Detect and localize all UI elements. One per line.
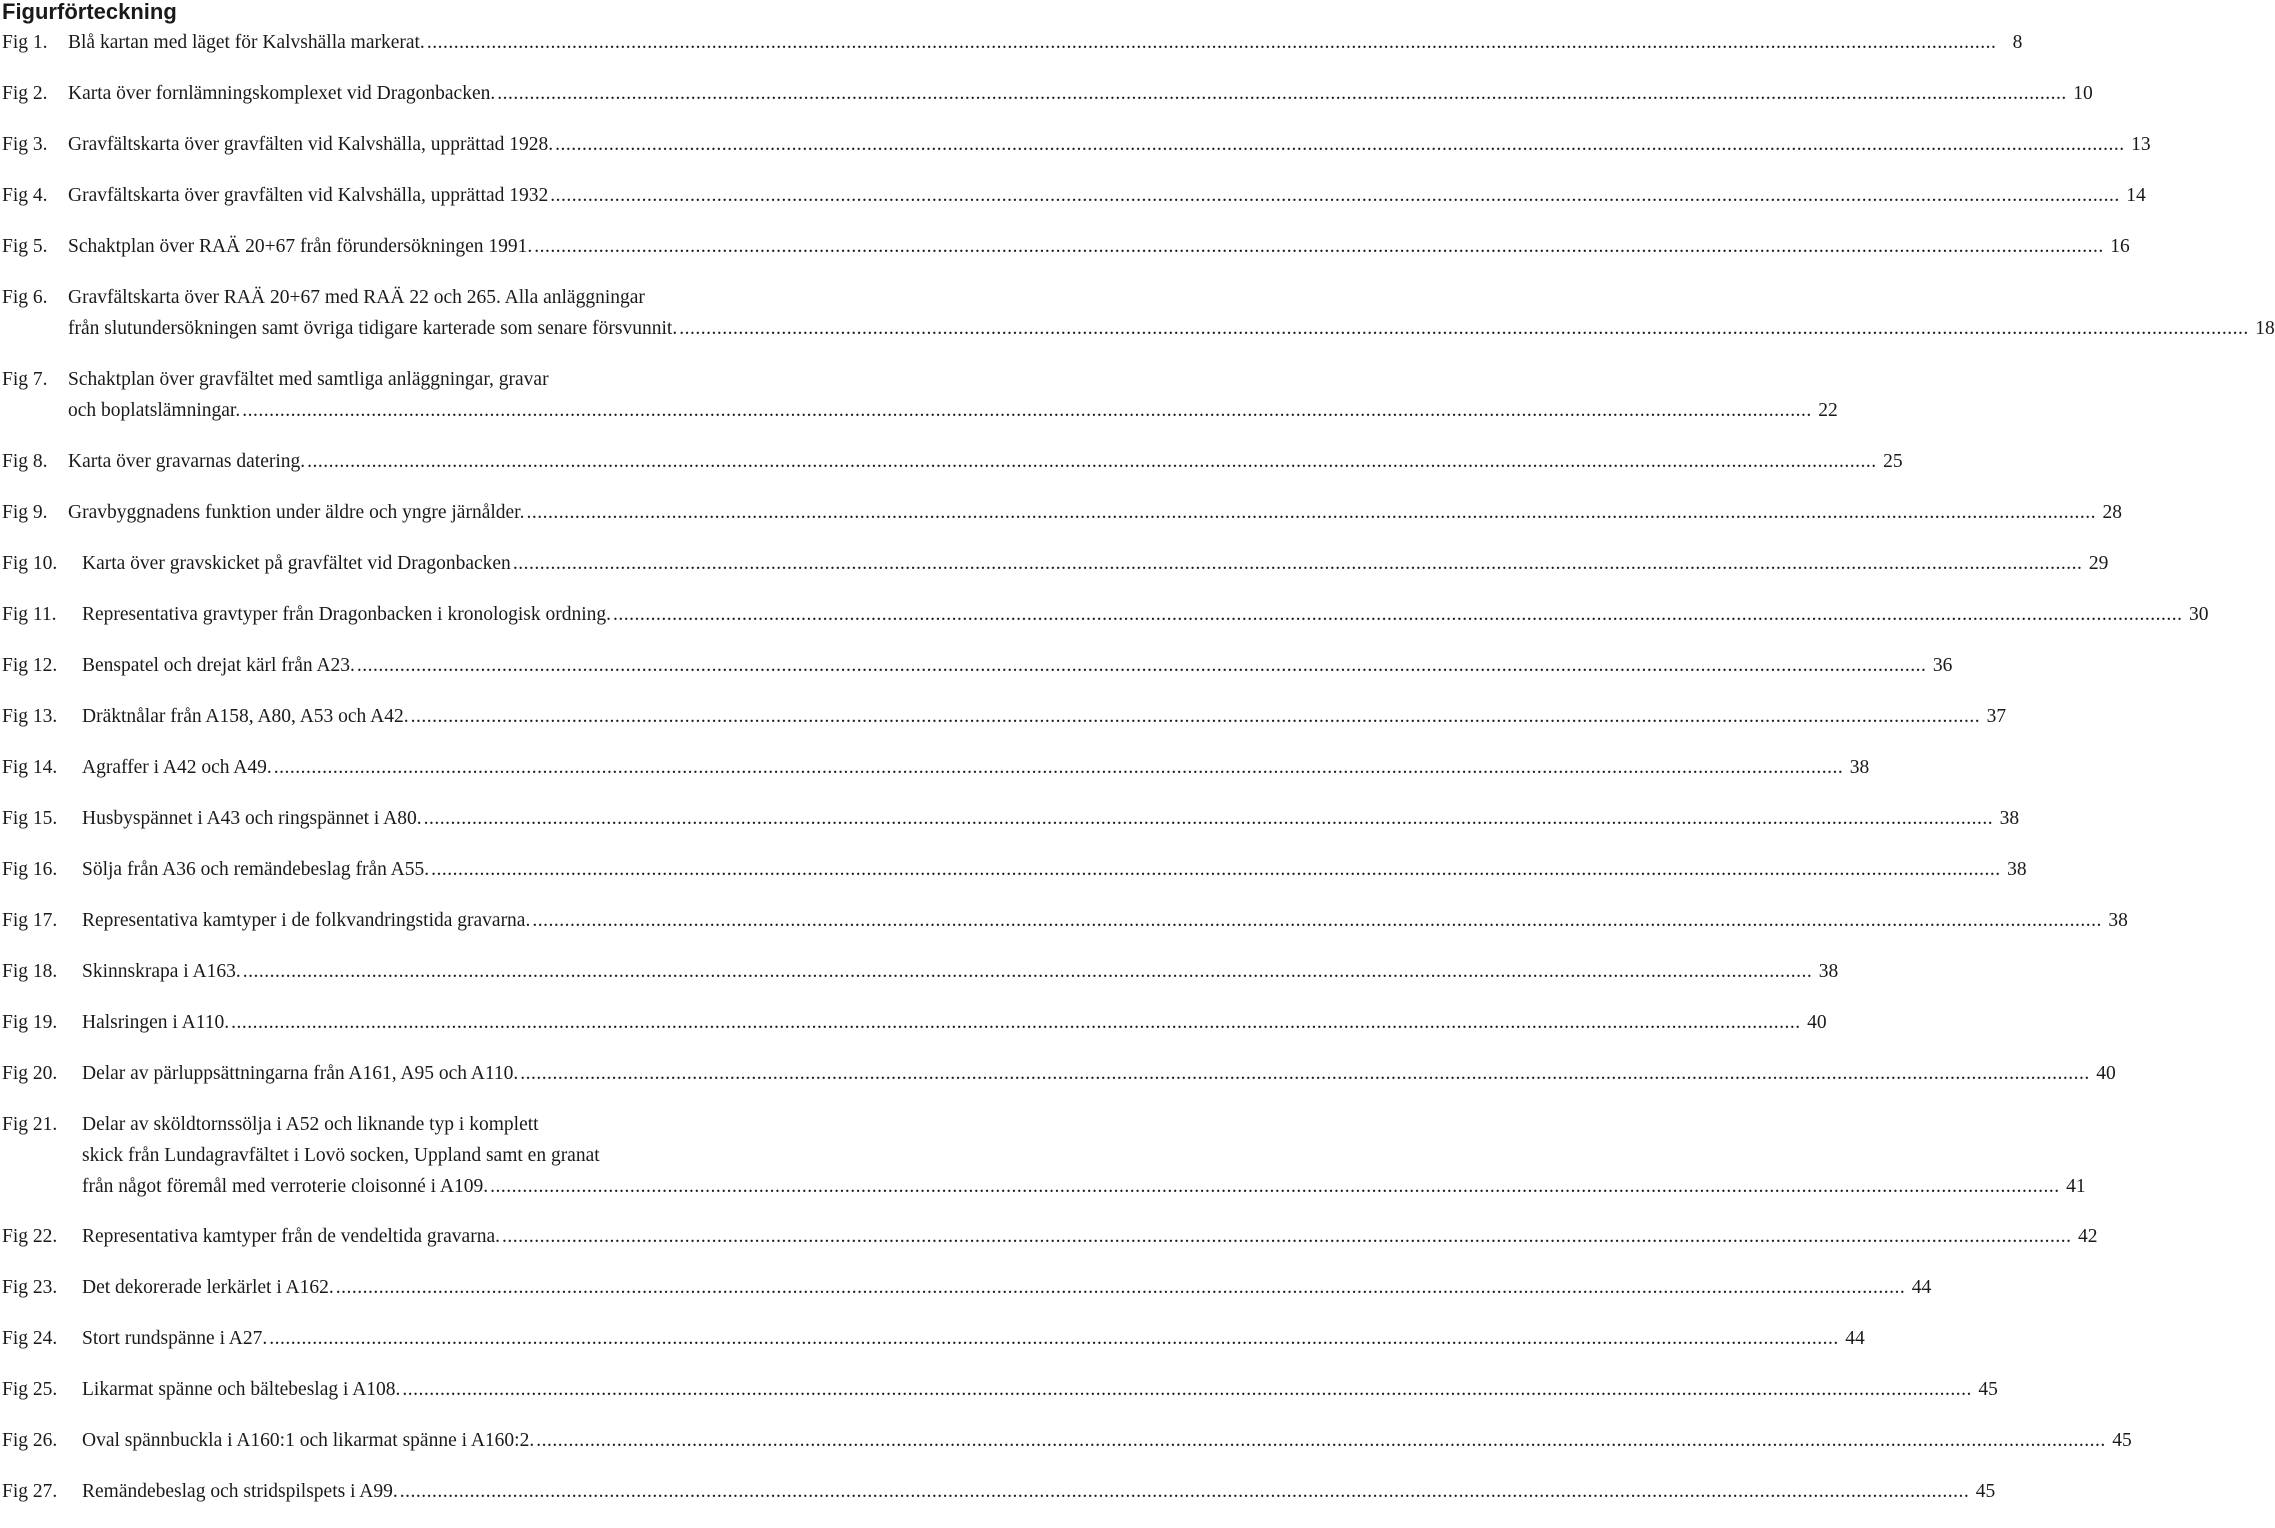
page-number: 22 <box>1818 400 1838 421</box>
figure-number: Fig 20. <box>2 1063 58 1084</box>
figure-caption: Representativa kamtyper i de folkvandringstida gravarna. <box>82 910 531 931</box>
figure-caption: från något föremål med verroterie cloisonné i A109. <box>82 1176 489 1197</box>
figure-number: Fig 17. <box>2 910 58 931</box>
figure-caption: Gravfältskarta över gravfälten vid Kalvshälla, upprättad 1932 <box>68 185 549 206</box>
dot-leader <box>555 129 2125 160</box>
figure-number: Fig 3. <box>2 134 48 155</box>
page-number: 14 <box>2126 185 2146 206</box>
figure-caption: från slutundersökningen samt övriga tidigare karterade som senare försvunnit. <box>68 318 678 339</box>
figure-caption: Karta över gravarnas datering. <box>68 451 306 472</box>
dot-leader <box>502 1221 2072 1252</box>
figure-caption: Schaktplan över RAÄ 20+67 från förundersökningen 1991. <box>68 236 533 257</box>
figure-caption: Det dekorerade lerkärlet i A162. <box>82 1277 334 1298</box>
page-number: 38 <box>1818 961 1839 982</box>
figure-caption: Skinnskrapa i A163. <box>82 961 241 982</box>
figure-number: Fig 6. <box>2 287 48 308</box>
figure-caption: Delar av pärluppsättningarna från A161, A95 och A110. <box>82 1063 519 1084</box>
page-number: 41 <box>2066 1176 2086 1197</box>
figure-caption: Delar av sköldtornssölja i A52 och liknande typ i komplett <box>82 1114 539 1135</box>
dot-leader <box>536 1425 2106 1456</box>
figure-number: Fig 9. <box>2 502 48 523</box>
page-number: 38 <box>2007 859 2027 880</box>
page-number: 38 <box>1849 757 1870 778</box>
page-number: 38 <box>1999 808 2020 829</box>
figure-number: Fig 14. <box>2 757 58 778</box>
page-number: 40 <box>1807 1012 1827 1033</box>
dot-leader <box>243 956 1813 987</box>
figure-number: Fig 4. <box>2 185 48 206</box>
dot-leader <box>431 854 2001 885</box>
dot-leader <box>357 650 1927 681</box>
figure-caption: Sölja från A36 och remändebeslag från A55. <box>82 859 430 880</box>
dot-leader <box>231 1007 1801 1038</box>
page-number: 29 <box>2088 553 2109 574</box>
dot-leader <box>424 803 1994 834</box>
figure-number: Fig 15. <box>2 808 58 829</box>
page-number: 30 <box>2189 604 2209 625</box>
dot-leader <box>679 313 2249 344</box>
page-number: 42 <box>2077 1226 2098 1247</box>
dot-leader <box>513 548 2083 579</box>
dot-leader <box>534 231 2104 262</box>
figure-number: Fig 24. <box>2 1328 58 1349</box>
page-number: 44 <box>1911 1277 1932 1298</box>
page-title: Figurförteckning <box>2 0 177 24</box>
figure-number: Fig 7. <box>2 369 48 390</box>
dot-leader <box>520 1058 2090 1089</box>
page-number: 45 <box>2112 1430 2132 1451</box>
dot-leader <box>427 27 1997 58</box>
figure-caption: Benspatel och drejat kärl från A23. <box>82 655 355 676</box>
dot-leader <box>550 180 2120 211</box>
dot-leader <box>274 752 1844 783</box>
figure-number: Fig 21. <box>2 1114 58 1135</box>
dot-leader <box>307 446 1877 477</box>
figure-caption: Gravfältskarta över RAÄ 20+67 med RAÄ 22 och 265. Alla anläggningar <box>68 287 645 308</box>
dot-leader <box>242 395 1812 426</box>
figure-number: Fig 5. <box>2 236 48 257</box>
figure-caption: Dräktnålar från A158, A80, A53 och A42. <box>82 706 409 727</box>
figure-caption: Husbyspännet i A43 och ringspännet i A80. <box>82 808 422 829</box>
figure-number: Fig 22. <box>2 1226 58 1247</box>
figure-caption: Karta över gravskicket på gravfältet vid Dragonbacken <box>82 553 511 574</box>
figure-caption: skick från Lundagravfältet i Lovö socken, Uppland samt en granat <box>82 1145 600 1166</box>
figure-number: Fig 8. <box>2 451 48 472</box>
page-number: 10 <box>2073 83 2093 104</box>
page-number: 16 <box>2110 236 2130 257</box>
dot-leader <box>400 1476 1970 1507</box>
page-number: 8 <box>2012 32 2023 53</box>
figure-caption: Gravbyggnadens funktion under äldre och yngre järnålder. <box>68 502 525 523</box>
figure-number: Fig 12. <box>2 655 58 676</box>
dot-leader <box>269 1323 1839 1354</box>
page-number: 45 <box>1978 1379 1998 1400</box>
page-number: 37 <box>1986 706 2007 727</box>
page-number: 25 <box>1883 451 1903 472</box>
figure-number: Fig 16. <box>2 859 58 880</box>
dot-leader <box>411 701 1981 732</box>
page-number: 40 <box>2096 1063 2116 1084</box>
figure-number: Fig 13. <box>2 706 58 727</box>
page-number: 38 <box>2108 910 2128 931</box>
figure-caption: Likarmat spänne och bältebeslag i A108. <box>82 1379 401 1400</box>
page-number: 28 <box>2102 502 2122 523</box>
page-number: 18 <box>2255 318 2275 339</box>
dot-leader <box>526 497 2096 528</box>
figure-caption: Representativa kamtyper från de vendeltida gravarna. <box>82 1226 500 1247</box>
figure-caption: Representativa gravtyper från Dragonbacken i kronologisk ordning. <box>82 604 612 625</box>
figure-number: Fig 18. <box>2 961 58 982</box>
dot-leader <box>490 1171 2060 1202</box>
figure-caption: Karta över fornlämningskomplexet vid Dragonbacken. <box>68 83 496 104</box>
figure-caption: Gravfältskarta över gravfälten vid Kalvshälla, upprättad 1928. <box>68 134 554 155</box>
page-number: 44 <box>1845 1328 1865 1349</box>
dot-leader <box>613 599 2183 630</box>
figure-number: Fig 25. <box>2 1379 58 1400</box>
page-number: 36 <box>1932 655 1953 676</box>
figure-number: Fig 19. <box>2 1012 58 1033</box>
figure-number: Fig 26. <box>2 1430 58 1451</box>
figure-number: Fig 27. <box>2 1481 58 1502</box>
dot-leader <box>532 905 2102 936</box>
dot-leader <box>497 78 2067 109</box>
figure-caption: Oval spännbuckla i A160:1 och likarmat spänne i A160:2. <box>82 1430 535 1451</box>
figure-caption: och boplatslämningar. <box>68 400 241 421</box>
figure-caption: Schaktplan över gravfältet med samtliga anläggningar, gravar <box>68 369 549 390</box>
page-number: 45 <box>1975 1481 1996 1502</box>
figure-number: Fig 1. <box>2 32 48 53</box>
figure-caption: Halsringen i A110. <box>82 1012 230 1033</box>
figure-number: Fig 2. <box>2 83 48 104</box>
figure-caption: Remändebeslag och stridspilspets i A99. <box>82 1481 398 1502</box>
dot-leader <box>336 1272 1906 1303</box>
figure-number: Fig 11. <box>2 604 57 625</box>
dot-leader <box>402 1374 1972 1405</box>
page-number: 13 <box>2131 134 2151 155</box>
figure-caption: Blå kartan med läget för Kalvshälla markerat. <box>68 32 425 53</box>
figure-number: Fig 10. <box>2 553 58 574</box>
figure-number: Fig 23. <box>2 1277 58 1298</box>
figure-caption: Stort rundspänne i A27. <box>82 1328 268 1349</box>
figure-caption: Agraffer i A42 och A49. <box>82 757 272 778</box>
